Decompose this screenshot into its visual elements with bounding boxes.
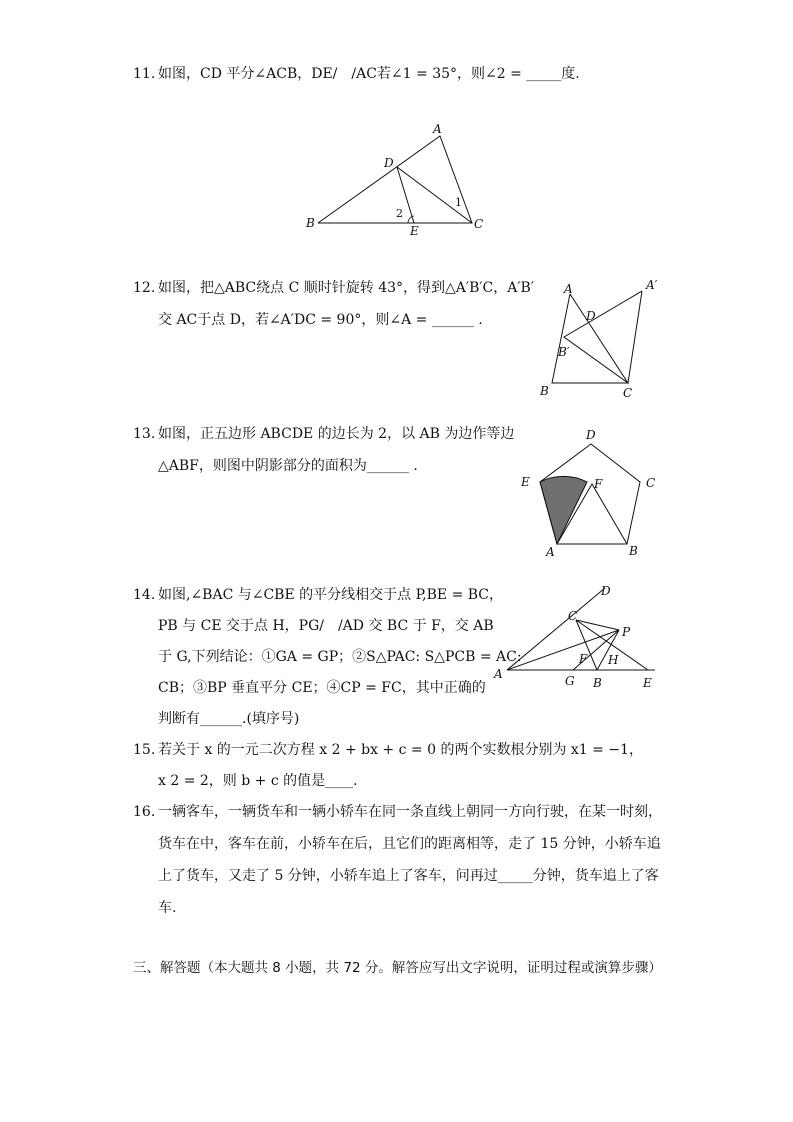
q11-label-c: C [474, 217, 484, 231]
q14-figure [490, 582, 670, 694]
q13-label-d: D [586, 428, 596, 442]
q14-label-d: D [601, 584, 611, 598]
q11-label-angle1: 1 [455, 196, 462, 209]
q12-label-c: C [623, 386, 633, 400]
q15-number: 15. [133, 742, 156, 758]
q16-number: 16. [133, 804, 156, 820]
q14-line3: 于 G,下列结论：①GA = GP；②S△PAC: S△PCB = AC: [158, 649, 522, 665]
q11-label-angle2: 2 [396, 207, 403, 220]
q12-number: 12. [133, 280, 156, 296]
q11-label-b: B [306, 216, 315, 230]
q14-number: 14. [133, 587, 156, 603]
q11-label-a: A [433, 122, 442, 136]
q14-line4: CB；③BP 垂直平分 CE；④CP = FC，其中正确的 [158, 680, 486, 696]
q11-text: 如图，CD 平分∠ACB，DE/ /AC若∠1 = 35°，则∠2 = _____度. [158, 66, 580, 82]
q14-label-h: H [608, 653, 619, 667]
q11-label-d: D [384, 156, 394, 170]
q11-number: 11. [133, 66, 156, 82]
q16-line1: 一辆客车，一辆货车和一辆小轿车在同一条直线上朝同一方向行驶，在某一时刻， [158, 804, 662, 820]
q14-label-p: P [622, 625, 631, 639]
q12-label-a: A [564, 282, 573, 296]
q14-label-g: G [565, 674, 575, 688]
q13-label-f: F [594, 477, 603, 491]
q12-line1: 如图，把△ABC绕点 C 顺时针旋转 43°，得到△A′B′C，A′B′ [158, 280, 535, 296]
q14-line1: 如图,∠BAC 与∠CBE 的平分线相交于点 P,BE = BC， [158, 587, 504, 603]
q16-line3: 上了货车，又走了 5 分钟，小轿车追上了客车，问再过_____分钟，货车追上了客 [158, 868, 659, 884]
q13-line1: 如图，正五边形 ABCDE 的边长为 2，以 AB 为边作等边 [158, 426, 515, 442]
q11-figure [300, 118, 500, 240]
q11-label-e: E [410, 224, 419, 238]
q14-line2: PB 与 CE 交于点 H，PG/ /AD 交 BC 于 F，交 AB [158, 618, 494, 634]
q13-label-e: E [521, 475, 530, 489]
q12-label-a-prime: A′ [646, 278, 658, 292]
q12-line2: 交 AC于点 D，若∠A′DC = 90°，则∠A = ______ . [158, 312, 483, 328]
q12-label-b-prime: B′ [558, 345, 570, 359]
q14-label-a: A [494, 667, 503, 681]
q12-label-b: B [540, 384, 549, 398]
q13-number: 13. [133, 426, 156, 442]
q12-label-d: D [586, 309, 596, 323]
q14-label-e: E [643, 676, 652, 690]
q13-label-c: C [646, 476, 656, 490]
q14-label-f: F [579, 652, 588, 666]
q14-label-b: B [593, 676, 602, 690]
q13-figure [515, 424, 665, 564]
q16-line2: 货车在中，客车在前，小轿车在后，且它们的距离相等，走了 15 分钟，小轿车追 [158, 836, 661, 852]
q14-line5: 判断有______.(填序号) [158, 711, 300, 727]
q13-shaded-sector [540, 476, 587, 544]
q13-label-b: B [629, 544, 638, 558]
q16-line4: 车. [158, 900, 177, 916]
q13-label-a: A [546, 545, 555, 559]
section-heading: 三、解答题（本大题共 8 小题，共 72 分。解答应写出文字说明，证明过程或演算步骤） [133, 960, 662, 976]
q15-line1: 若关于 x 的一元二次方程 x 2 + bx + c = 0 的两个实数根分别为 x1 = −1， [158, 742, 643, 758]
q12-figure [530, 276, 670, 402]
q15-line2: x 2 = 2，则 b + c 的值是____. [158, 773, 358, 789]
q13-line2: △ABF，则图中阴影部分的面积为______ . [158, 458, 418, 474]
q14-label-c: C [568, 609, 578, 623]
